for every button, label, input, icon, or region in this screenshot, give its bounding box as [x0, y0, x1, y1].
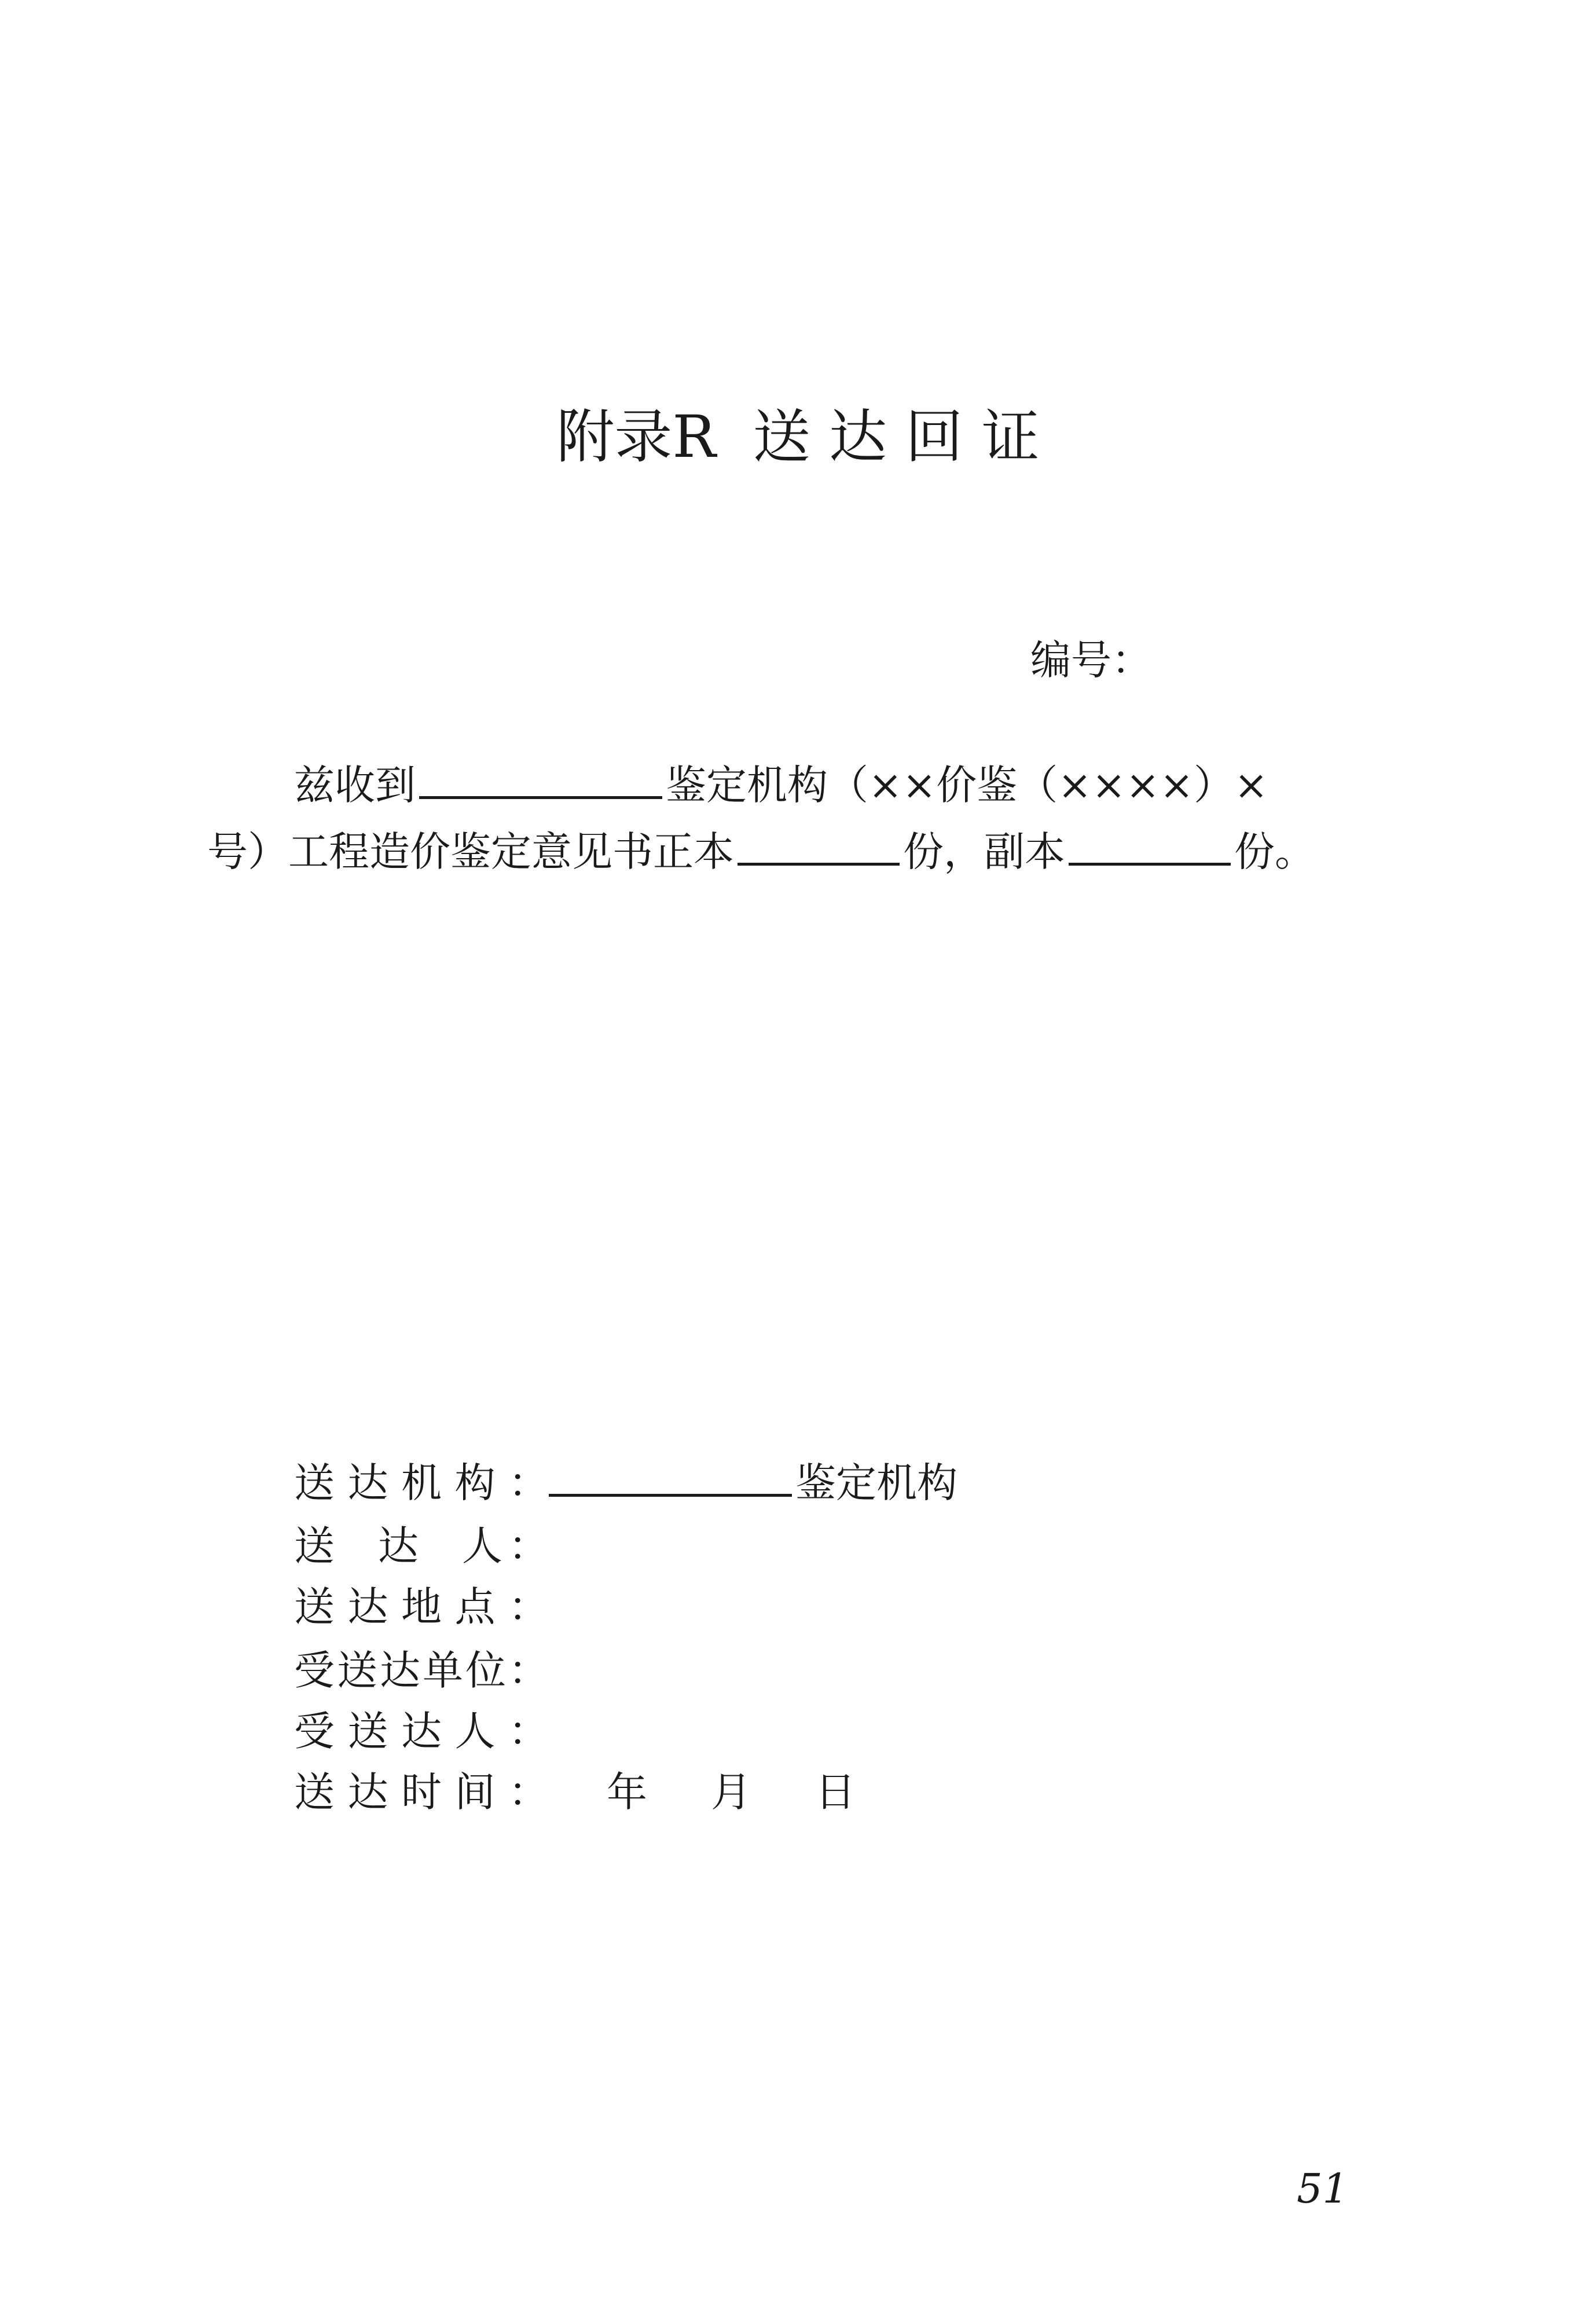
delivery-org-label: 送达机构： — [294, 1459, 549, 1507]
receipt-line2-prefix: 号）工程造价鉴定意见书正本 — [207, 828, 734, 875]
field-deliverer — [294, 1517, 549, 1575]
receipt-line2-middle: 份，副本 — [903, 828, 1065, 875]
original-copies-blank[interactable] — [738, 822, 900, 866]
field-recipient-unit — [294, 1642, 549, 1699]
receipt-paragraph-line-1 — [294, 756, 1268, 814]
field-recipient — [294, 1702, 549, 1760]
deliverer-label: 送 达 人： — [294, 1522, 549, 1570]
delivery-place-label: 送达地点： — [294, 1583, 549, 1631]
appraisal-org-blank[interactable] — [419, 756, 662, 799]
page-title: 附录R 送 达 回 证 — [556, 403, 1040, 471]
receipt-prefix: 兹收到 — [294, 761, 416, 809]
delivery-time-label: 送达时间： — [294, 1768, 549, 1816]
field-delivery-time — [294, 1763, 856, 1821]
field-delivery-org — [294, 1453, 957, 1512]
recipient-label: 受送达人： — [294, 1708, 549, 1755]
delivery-org-suffix: 鉴定机构 — [795, 1459, 957, 1507]
day-label: 日 — [815, 1768, 856, 1816]
receipt-paragraph-line-2 — [207, 822, 1315, 881]
receipt-middle: 鉴定机构（××价鉴（××××）× — [666, 761, 1268, 809]
document-number-label: 编号： — [1030, 636, 1152, 684]
year-label: 年 — [607, 1768, 647, 1816]
page-number: 51 — [1297, 2165, 1349, 2212]
recipient-unit-label: 受送达单位： — [294, 1647, 549, 1694]
receipt-line2-suffix: 份。 — [1234, 828, 1315, 875]
delivery-org-blank[interactable] — [549, 1453, 792, 1497]
duplicate-copies-blank[interactable] — [1069, 822, 1231, 866]
field-delivery-place — [294, 1578, 549, 1636]
month-label: 月 — [711, 1768, 751, 1816]
